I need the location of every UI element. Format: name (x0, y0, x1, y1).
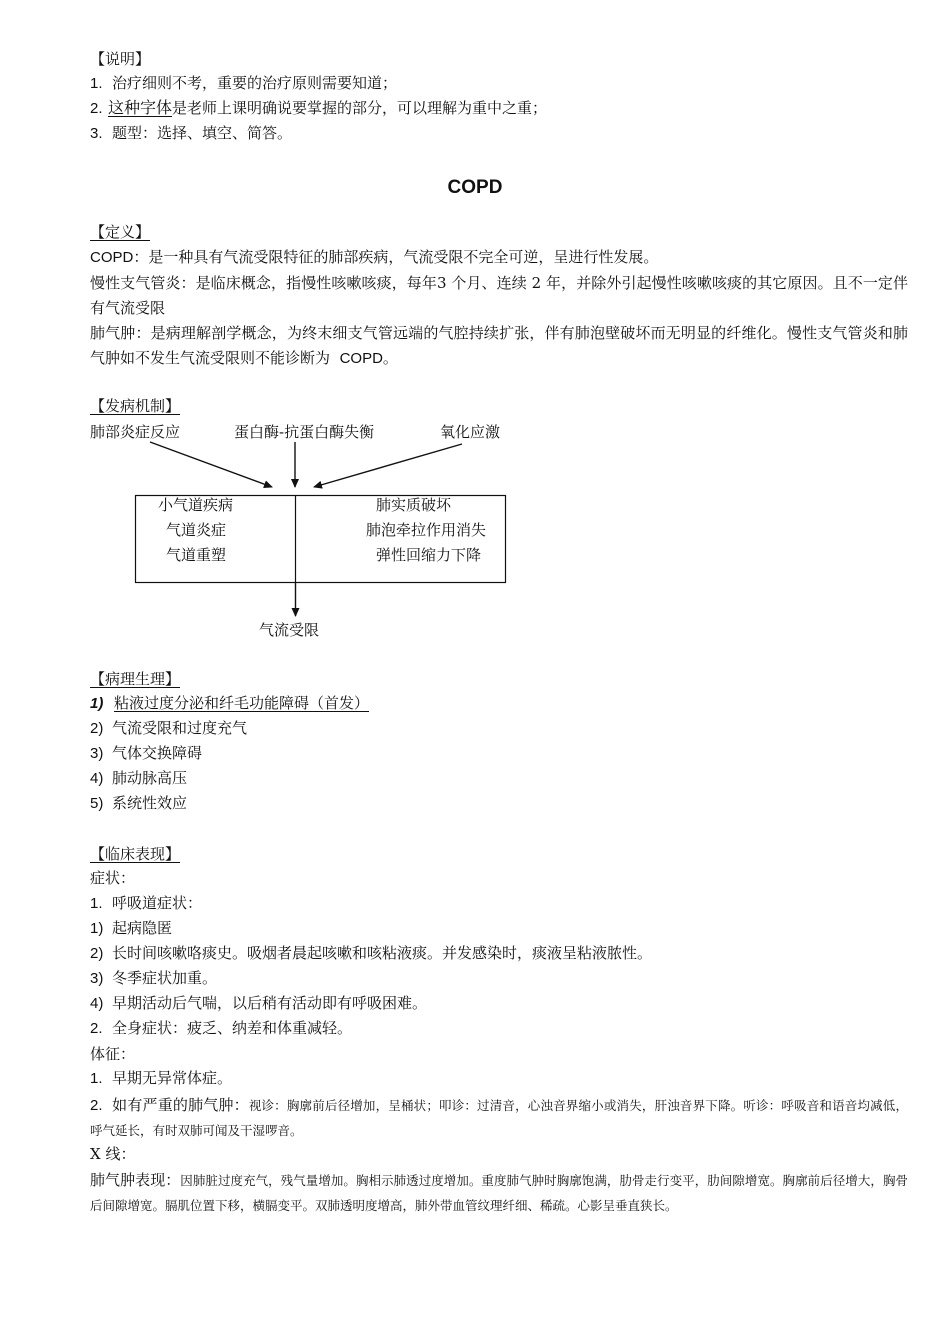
page-title: COPD (447, 177, 503, 198)
arrow-oxidative (314, 444, 462, 487)
note-item-2: 2. 这种字体是老师上课明确说要掌握的部分，可以理解为重中之重； (90, 98, 548, 117)
note-item-3: 3. 题型：选择、填空、简答。 (90, 124, 293, 142)
highlight-font-sample: 这种字体 (108, 98, 173, 117)
xray-label: X 线： (90, 1145, 136, 1163)
cause-inflammation: 肺部炎症反应 (90, 423, 181, 441)
arrow-inflammation (150, 442, 272, 487)
sign-item-2: 2. 如有严重的肺气肿：视诊：胸廓前后径增加，呈桶状；叩诊：过清音，心浊音界缩小或消失，肝浊音界下降。听诊：呼吸音和语音均减低，呼气延长，有时双肺可闻及干湿啰音。 (90, 1096, 908, 1138)
definition-emphysema: 肺气肿：是病理解剖学概念，为终末细支气管远端的气腔持续扩张，伴有肺泡壁破坏而无明显的纤维化。慢性支气管炎和肺气肿如不发生气流受限则不能诊断为 COPD。 (90, 324, 908, 367)
respiratory-symptoms-label: 1. 呼吸道症状： (90, 894, 203, 912)
definition-heading: 【定义】 (90, 223, 151, 241)
pathophysiology-item: 2) 气流受限和过度充气 (90, 719, 248, 737)
cause-oxidative-stress: 氧化应激 (440, 423, 501, 441)
cause-protease-imbalance: 蛋白酶-抗蛋白酶失衡 (234, 423, 375, 441)
note-item-1: 1. 治疗细则不考，重要的治疗原则需要知道； (90, 74, 398, 92)
right-item-elastic-recoil: 弹性回缩力下降 (376, 546, 482, 564)
pathophysiology-item: 5) 系统性效应 (90, 794, 188, 812)
notes-heading: 【说明】 (90, 50, 151, 68)
pathophysiology-item: 1) 粘液过度分泌和纤毛功能障碍（首发） (90, 694, 370, 712)
pathophysiology-item: 4) 肺动脉高压 (90, 769, 188, 787)
left-item-airway-remodeling: 气道重塑 (166, 546, 227, 564)
left-item-airway-inflammation: 气道炎症 (166, 521, 227, 539)
signs-label: 体征： (90, 1045, 136, 1063)
definition-chronic-bronchitis: 慢性支气管炎：是临床概念，指慢性咳嗽咳痰，每年3 个月、连续 2 年，并除外引起慢性咳嗽咳痰的其它原因。且不一定伴有气流受限 (90, 274, 908, 317)
definition-copd: COPD：是一种具有气流受限特征的肺部疾病，气流受限不完全可逆，呈进行性发展。 (90, 248, 659, 266)
xray-emphysema: 肺气肿表现：因肺脏过度充气，残气量增加。胸相示肺透过度增加。重度肺气肿时胸廓饱满，肋骨走行变平，肋间隙增宽。胸廓前后径增大，胸骨后间隙增宽。膈肌位置下移，横膈变平。双肺透明度增高，肺外带血管纹理纤细、稀疏。心影呈垂直狭长。 (90, 1171, 908, 1213)
result-airflow-limitation: 气流受限 (259, 621, 320, 639)
pathophysiology-heading: 【病理生理】 (90, 670, 181, 688)
respiratory-symptom-item: 1) 起病隐匿 (90, 919, 173, 937)
left-item-small-airway: 小气道疾病 (158, 496, 234, 514)
respiratory-symptom-item: 4) 早期活动后气喘，以后稍有活动即有呼吸困难。 (90, 994, 428, 1012)
right-item-parenchyma: 肺实质破坏 (376, 496, 452, 514)
respiratory-symptom-item: 3) 冬季症状加重。 (90, 969, 218, 987)
systemic-symptoms: 2. 全身症状：疲乏、纳差和体重减轻。 (90, 1019, 353, 1037)
clinical-heading: 【临床表现】 (90, 845, 181, 863)
pathogenesis-heading: 【发病机制】 (90, 397, 181, 415)
respiratory-symptom-item: 2) 长时间咳嗽咯痰史。吸烟者晨起咳嗽和咳粘液痰。并发感染时，痰液呈粘液脓性。 (90, 944, 653, 962)
sign-item-1: 1. 早期无异常体症。 (90, 1069, 233, 1087)
pathophysiology-item: 3) 气体交换障碍 (90, 744, 203, 762)
symptoms-label: 症状： (90, 869, 136, 887)
right-item-alveolar-traction: 肺泡牵拉作用消失 (366, 521, 487, 539)
